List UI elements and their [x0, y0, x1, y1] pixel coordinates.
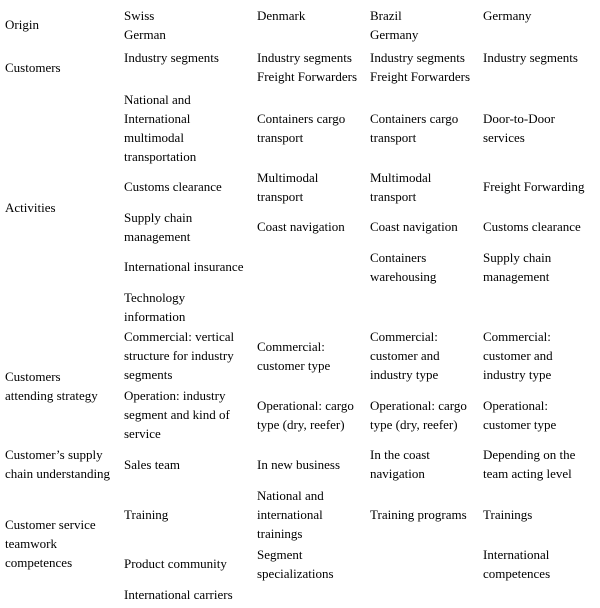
- cell-customers-swiss: Industry segments: [124, 50, 219, 65]
- cell-strategy-swiss-1: Commercial: vertical structure for industry segments: [124, 329, 235, 382]
- cell-strategy-denmark-1: Commercial: customer type: [257, 339, 331, 373]
- cell-activities-germany-3: Customs clearance: [483, 219, 581, 234]
- row-label-activities: Activities: [5, 200, 56, 215]
- cell-origin-germany: Germany: [483, 8, 532, 23]
- cell-origin-brazil: Brazil Germany: [370, 8, 419, 42]
- row-label-teamwork: Customer service teamwork competences: [5, 517, 96, 570]
- row-label-supply-chain: Customer’s supply chain understanding: [5, 447, 111, 481]
- cell-supply-chain-brazil: In the coast navigation: [370, 447, 430, 481]
- cell-activities-swiss-2: Customs clearance: [124, 179, 222, 194]
- cell-supply-chain-germany: Depending on the team acting level: [483, 447, 576, 481]
- cell-supply-chain-swiss: Sales team: [124, 457, 180, 472]
- cell-origin-swiss: Swiss German: [124, 8, 166, 42]
- cell-strategy-brazil-2: Operational: cargo type (dry, reefer): [370, 398, 467, 432]
- cell-activities-brazil-4: Containers warehousing: [370, 250, 437, 284]
- cell-customers-germany: Industry segments: [483, 50, 578, 65]
- row-label-customers: Customers: [5, 60, 61, 75]
- cell-strategy-germany-2: Operational: customer type: [483, 398, 557, 432]
- cell-customers-denmark: Industry segments Freight Forwarders: [257, 50, 358, 84]
- cell-teamwork-swiss-2: Product community: [124, 556, 227, 571]
- cell-teamwork-germany-1: Trainings: [483, 507, 533, 522]
- cell-activities-brazil-2: Multimodal transport: [370, 170, 432, 204]
- cell-activities-swiss-1: National and International multimodal transportation: [124, 92, 197, 164]
- row-label-strategy: Customers attending strategy: [5, 369, 98, 403]
- cell-activities-swiss-5: Technology information: [124, 290, 186, 324]
- cell-activities-swiss-3: Supply chain management: [124, 210, 193, 244]
- cell-strategy-denmark-2: Operational: cargo type (dry, reefer): [257, 398, 354, 432]
- cell-activities-denmark-2: Multimodal transport: [257, 170, 319, 204]
- cell-teamwork-brazil-1: Training programs: [370, 507, 467, 522]
- cell-customers-brazil: Industry segments Freight Forwarders: [370, 50, 471, 84]
- cell-activities-germany-1: Door-to-Door services: [483, 111, 555, 145]
- cell-strategy-germany-1: Commercial: customer and industry type: [483, 329, 553, 382]
- cell-teamwork-denmark-2: Segment specializations: [257, 547, 334, 581]
- cell-activities-swiss-4: International insurance: [124, 259, 244, 274]
- cell-supply-chain-denmark: In new business: [257, 457, 341, 472]
- cell-origin-denmark: Denmark: [257, 8, 306, 23]
- cell-teamwork-swiss-1: Training: [124, 507, 169, 522]
- cell-activities-brazil-3: Coast navigation: [370, 219, 458, 234]
- cell-teamwork-germany-2: International competences: [483, 547, 551, 581]
- cell-activities-denmark-3: Coast navigation: [257, 219, 345, 234]
- cell-activities-brazil-1: Containers cargo transport: [370, 111, 459, 145]
- cell-activities-germany-4: Supply chain management: [483, 250, 552, 284]
- cell-teamwork-swiss-3: International carriers: [124, 587, 233, 602]
- cell-activities-denmark-1: Containers cargo transport: [257, 111, 346, 145]
- row-label-origin: Origin: [5, 17, 39, 32]
- cell-strategy-swiss-2: Operation: industry segment and kind of service: [124, 388, 230, 441]
- cell-teamwork-denmark-1: National and international trainings: [257, 488, 324, 541]
- cell-strategy-brazil-1: Commercial: customer and industry type: [370, 329, 440, 382]
- cell-activities-germany-2: Freight Forwarding: [483, 179, 585, 194]
